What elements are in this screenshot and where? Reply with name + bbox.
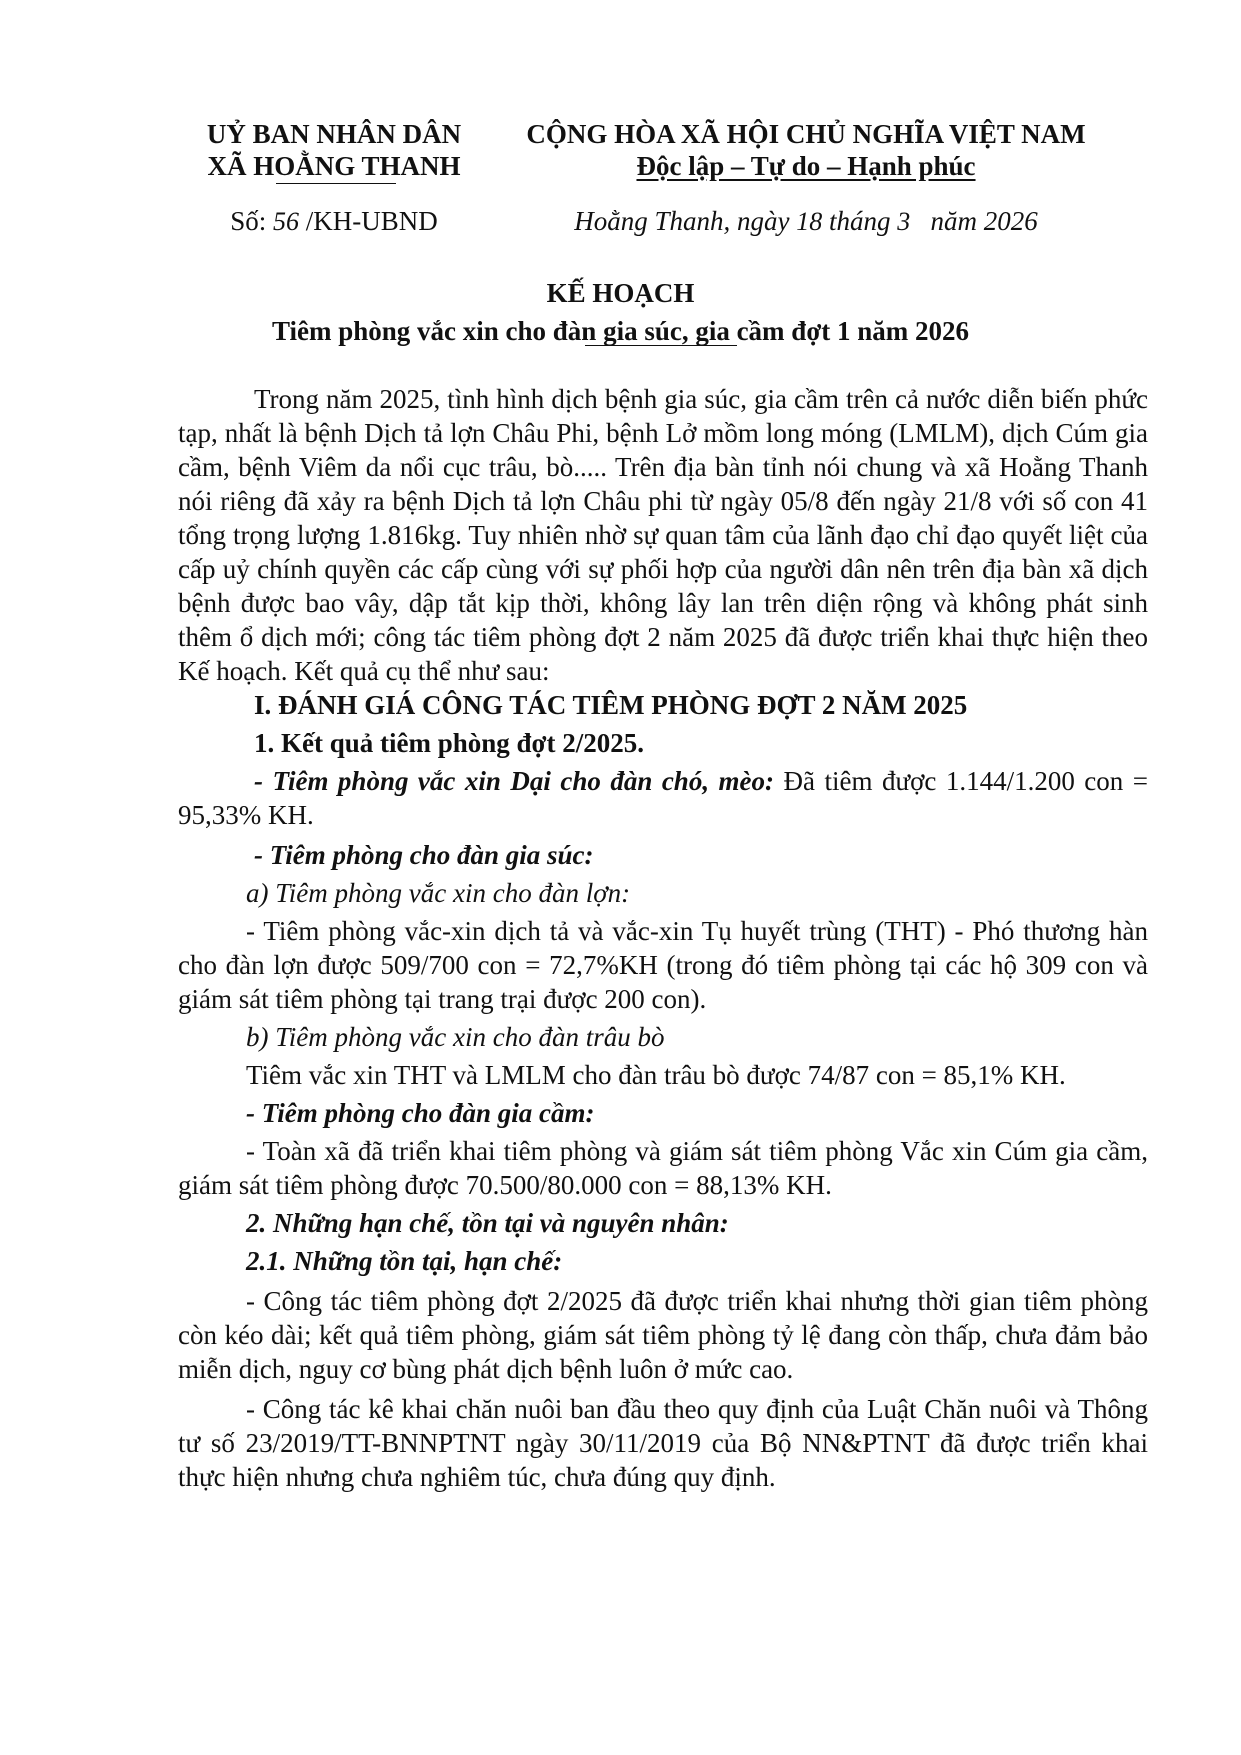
poultry-paragraph: - Toàn xã đã triển khai tiêm phòng và giám sát tiêm phòng Vắc xin Cúm gia cầm, giám sát tiêm phòng được 70.500/80.000 con = 88,13% KH. [178,1136,1148,1200]
livestock-heading: - Tiêm phòng cho đàn gia súc: [254,840,594,870]
date-month-label: tháng [828,206,891,236]
title-main: KẾ HOẠCH [546,278,695,308]
section-1-heading: I. ĐÁNH GIÁ CÔNG TÁC TIÊM PHÒNG ĐỢT 2 NĂM 2025 [254,690,968,720]
agency-underline [276,183,396,184]
date-day: 18 [796,207,823,236]
docnum-prefix: Số: [230,206,267,236]
subsection-2-heading: 2. Những hạn chế, tồn tại và nguyên nhân: [246,1208,729,1238]
date-prefix: Hoằng Thanh, ngày [574,206,790,236]
document-number [196,206,472,237]
date-month: 3 [897,207,911,236]
national-motto: Độc lập – Tự do – Hạnh phúc [636,151,976,181]
subsection-1-heading: 1. Kết quả tiêm phòng đợt 2/2025. [254,728,644,758]
docnum-suffix: /KH-UBND [305,206,438,236]
cattle-heading: b) Tiêm phòng vắc xin cho đàn trâu bò [246,1022,665,1052]
title-underline [585,345,737,346]
rabies-paragraph [178,764,1148,832]
document-title [0,274,1241,350]
cattle-paragraph: Tiêm vắc xin THT và LMLM cho đàn trâu bò được 74/87 con = 85,1% KH. [246,1060,1066,1090]
intro-paragraph: Trong năm 2025, tình hình dịch bệnh gia súc, gia cầm trên cả nước diễn biến phức tạp, nhất là bệnh Dịch tả lợn Châu Phi, bệnh Lở mồm long móng (LMLM), dịch Cúm gia cầm, bệnh Viêm da nổi cục trâu, bò..... Trên địa bàn tỉnh nói chung và xã Hoằng Thanh nói riêng đã xảy ra bệnh Dịch tả lợn Châu phi từ ngày 05/8 đến ngày 21/8 với số con 41 tổng trọng lượng 1.816kg. Tuy nhiên nhờ sự quan tâm của lãnh đạo chỉ đạo quyết liệt của cấp uỷ chính quyền các cấp cùng với sự phối hợp của người dân nên trên địa bàn xã dịch bệnh được bao vây, dập tắt kịp thời, không lây lan trên diện rộng và không phát sinh thêm ổ dịch mới; công tác tiêm phòng đợt 2 năm 2025 đã được triển khai thực hiện theo Kế hoạch. Kết quả cụ thể như sau: [178,384,1148,686]
rabies-text: Đã tiêm được 1.144/1.200 con = 95,33% KH. [178,766,1148,830]
issuing-agency [196,118,472,182]
pig-paragraph: - Tiêm phòng vắc-xin dịch tả và vắc-xin Tụ huyết trùng (THT) - Phó thương hàn cho đàn lợn được 509/700 con = 72,7%KH (trong đó tiêm phòng tại các hộ 309 con và giám sát tiêm phòng tại trang trại được 200 con). [178,916,1148,1014]
national-header [516,118,1096,182]
title-sub: Tiêm phòng vắc xin cho đàn gia súc, gia cầm đợt 1 năm 2026 [271,316,970,346]
agency-line-2: XÃ HOẰNG THANH [207,151,461,181]
poultry-heading: - Tiêm phòng cho đàn gia cầm: [246,1098,595,1128]
subsection-2-1-heading: 2.1. Những tồn tại, hạn chế: [246,1246,563,1276]
pig-heading: a) Tiêm phòng vắc xin cho đàn lợn: [246,878,631,908]
date-year: năm 2026 [930,206,1038,236]
national-title: CỘNG HÒA XÃ HỘI CHỦ NGHĨA VIỆT NAM [526,119,1086,149]
agency-line-1: UỶ BAN NHÂN DÂN [206,119,462,149]
limitation-paragraph-2: - Công tác kê khai chăn nuôi ban đầu theo quy định của Luật Chăn nuôi và Thông tư số 23/2019/TT-BNNPTNT ngày 30/11/2019 của Bộ NN&PTNT đã được triển khai thực hiện nhưng chưa nghiêm túc, chưa đúng quy định. [178,1394,1148,1492]
document-date [516,206,1096,237]
document-body [178,382,1148,1494]
rabies-label: - Tiêm phòng vắc xin Dại cho đàn chó, mèo: [254,766,775,796]
limitation-paragraph-1: - Công tác tiêm phòng đợt 2/2025 đã được triển khai nhưng thời gian tiêm phòng còn kéo dài; kết quả tiêm phòng, giám sát tiêm phòng tỷ lệ đang còn thấp, chưa đảm bảo miễn dịch, nguy cơ bùng phát dịch bệnh luôn ở mức cao. [178,1286,1148,1384]
docnum-value: 56 [273,207,300,236]
